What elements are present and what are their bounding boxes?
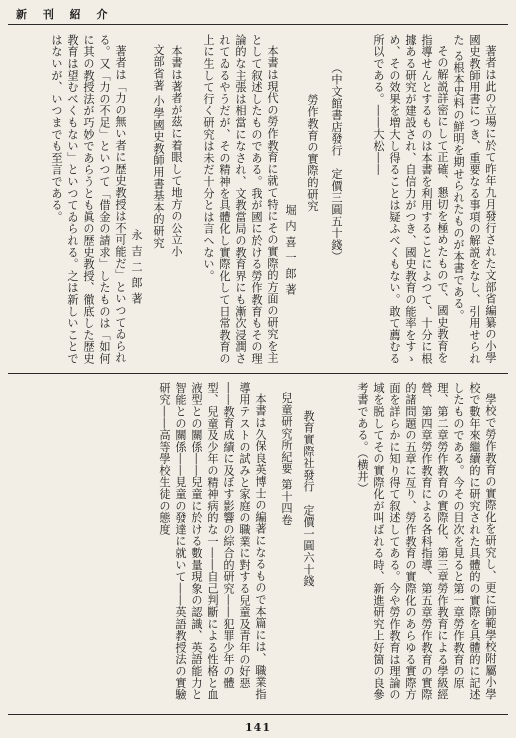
article-body-labor-b: [168, 34, 184, 367]
lower-publisher-note: [298, 382, 316, 708]
title-history: 文部省著 小學國史教師用書基本的研究: [152, 44, 165, 249]
article-body-labor: [184, 34, 280, 367]
lower-body-right: 學校で勞作教育の實際化を研究し、更に師範學校附屬小學校で數年來繼續的に研究された具體的の實際を具體的に記述したものである。今その目次を見ると第一章勞作教育の原理、第二章勞作教育の實際化、第三章勞作教育による學級經營、第四章勞作教育による各科指導、第五章勞作教育の實際的諸問題の五章に亙り、勞作教育の實際化のあらゆる實際方面を詳らかに知り得て叙述してある。今や勞作教育は理論の域を脱してその實際化が叫ばれる時、新進研究上好箇の良參考書である。（横井）: [356, 382, 497, 701]
upper-body-right: 著者は此の立場に於て昨年九月發行された文部省編纂の小學國史教師用書につき、重要なる事項の解説をなし、引用せられた る根本史料の鮮明を期せられたものが本書である。: [452, 34, 497, 365]
article-author-labor: [282, 34, 298, 367]
lower-article-right: [320, 382, 498, 708]
body-labor-b: 本書は著者が茲に着眼して地方の公立小: [170, 45, 183, 258]
article-body-children: [16, 382, 268, 708]
author-labor: 堀 内 喜 一 郎 著: [284, 204, 297, 296]
title-children: 兒童研究所紀要 第十四卷: [280, 392, 293, 526]
article-body-history: [16, 34, 128, 367]
article-title-history: [144, 34, 166, 367]
body-labor: 本書は現代の勞作教育に就て特にその實際的方面の研究を主として叙述したものである。我が國に於ける勞作教育もその理論的な主張は相當になされ、文教當局の教育界にも漸次浸潤されてゐるやうだが、その精神を具體化し實際化して日常教育の上に生して行く研究は未だ十分とは言へない。: [202, 34, 279, 365]
page-number: 141: [245, 721, 271, 734]
article-author-history: [128, 34, 144, 367]
publisher-note-3: 教育實際社發行 定價一圓六十錢: [302, 410, 315, 587]
upper-article-right: [348, 34, 498, 367]
middle-rule: [8, 373, 508, 374]
author-history: 永 吉 二 郎 著: [130, 229, 143, 305]
title-labor: 勞作教育の實際的研究: [306, 94, 319, 212]
body-history: 著者は「力の無い者に歴史教授は不可能だ」といつてゐられる。又「力の不足」といつて「借金の請求」したものは「如何に其の教授法が巧妙であらうとも眞の歴史教授、徹底した歴史教育は望むべくもない」といつてゐられる。之は新しいことではないが、いつまでも至言である。: [50, 34, 127, 365]
top-rule: [8, 24, 508, 25]
upper-body-right-2: その解説詳密にして正確、懇切を極めたもので、國史教育を指導せんとするものは本書を利用することによつて、十分に根據ある研究が建設され、自信力がつき、國史教育の能率をすゝめ、その效果を増大し得ることは疑ふべくもない。敢て薦むる所以である。――大松――: [372, 34, 449, 365]
article-title-labor: [300, 34, 320, 367]
publisher-note-1: （中文館書店發行 定價三圓五十錢）: [330, 62, 343, 263]
article-title-children: [272, 382, 294, 708]
upper-publisher-note: [326, 34, 344, 367]
running-header: 新 刊 紹 介: [16, 8, 114, 21]
body-children: 本書は久保良英博士の編著になるもので本篇には、職業指導用テストの試みと家庭の職業に對する兒童及青年の好惡――教育成績に及ぼす影響の綜合的研究――犯罪少年の體型、兒童及少年の精神病的な一――自己判斷による性格と血液型との關係――兒童に於ける數量現象の認識、英語能力と智能との關係――見童の發達に就いて――英語教授法の實驗研究――高等學校生徒の態度: [158, 382, 267, 701]
bottom-rule: [8, 714, 508, 715]
